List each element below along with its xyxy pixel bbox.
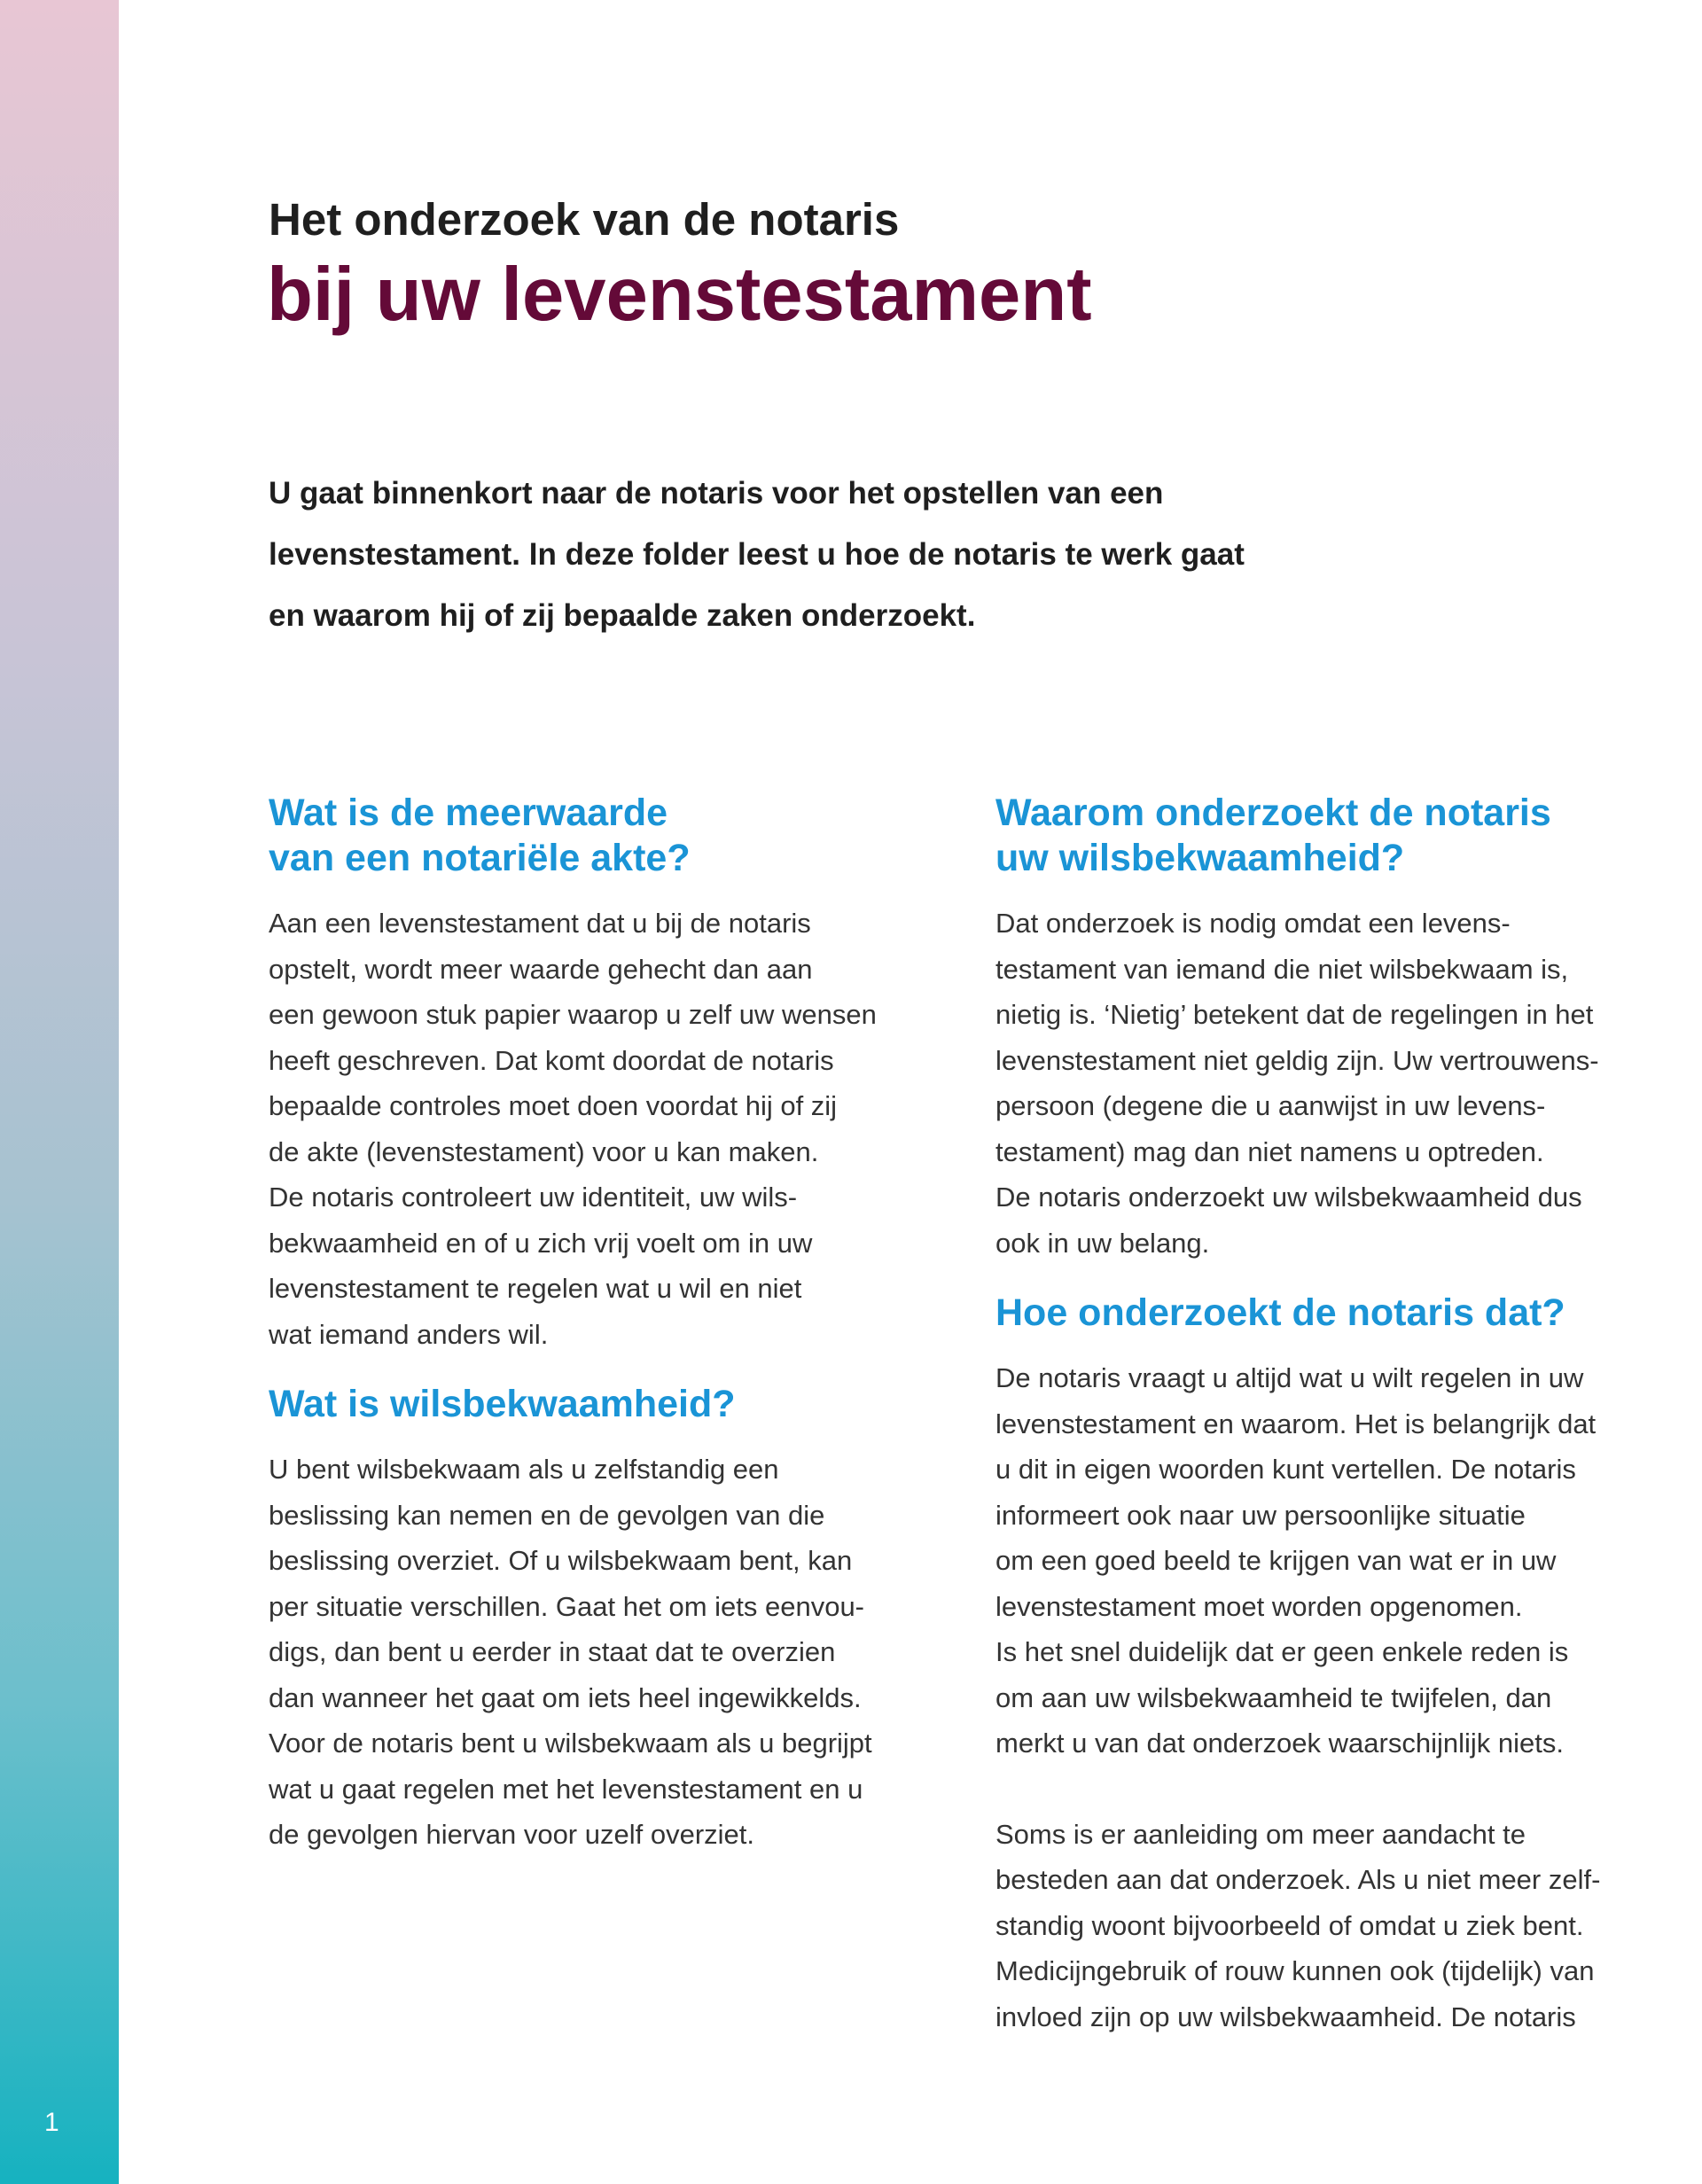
body-line: per situatie verschillen. Gaat het om iets eenvou- [269,1590,865,1622]
section-heading-hoe [995,1291,1687,1336]
body-line: levenstestament moet worden opgenomen. [995,1590,1523,1622]
heading-line: Waarom onderzoekt de notaris [995,792,1551,834]
body-line: Dat onderzoek is nodig omdat een levens- [995,908,1511,939]
body-line: ook in uw belang. [995,1227,1210,1259]
body-line: De notaris controleert uw identiteit, uw wils- [269,1182,798,1213]
body-line: besteden aan dat onderzoek. Als u niet meer zelf- [995,1864,1601,1895]
decorative-sidebar [0,0,119,2184]
left-column [269,791,960,1858]
section-body-wilsbekwaamheid [269,1447,960,1858]
body-line: digs, dan bent u eerder in staat dat te overzien [269,1636,836,1667]
body-line: de akte (levenstestament) voor u kan maken. [269,1135,819,1167]
body-line: Is het snel duidelijk dat er geen enkele reden is [995,1636,1569,1667]
body-line: wat iemand anders wil. [269,1318,549,1350]
body-line: beslissing overziet. Of u wilsbekwaam bent, kan [269,1545,853,1576]
body-line: Voor de notaris bent u wilsbekwaam als u begrijpt [269,1728,872,1759]
body-line: testament) mag dan niet namens u optreden. [995,1135,1544,1167]
body-line: levenstestament te regelen wat u wil en niet [269,1273,802,1304]
right-column [995,791,1687,2040]
page-title-line2: bij uw levenstestament [267,253,1092,337]
body-line: De notaris vraagt u altijd wat u wilt regelen in uw [995,1362,1584,1393]
body-line: Aan een levenstestament dat u bij de notaris [269,908,811,939]
page-number: 1 [44,2108,59,2137]
body-line: Soms is er aanleiding om meer aandacht te [995,1818,1526,1850]
body-line: om aan uw wilsbekwaamheid te twijfelen, dan [995,1681,1552,1713]
body-line: De notaris onderzoekt uw wilsbekwaamheid dus [995,1182,1582,1213]
page-title-line1: Het onderzoek van de notaris [269,194,900,245]
section-heading-waarom [995,791,1687,881]
section-heading-meerwaarde [269,791,960,881]
body-line: testament van iemand die niet wilsbekwaam is, [995,953,1569,985]
body-line: levenstestament niet geldig zijn. Uw vertrouwens- [995,1044,1599,1076]
body-line: bepaalde controles moet doen voordat hij of zij [269,1090,838,1121]
heading-line: van een notariële akte? [269,837,691,879]
body-line: bekwaamheid en of u zich vrij voelt om in uw [269,1227,813,1259]
body-line: dan wanneer het gaat om iets heel ingewikkelds. [269,1681,862,1713]
body-line: u dit in eigen woorden kunt vertellen. De notaris [995,1454,1576,1485]
body-line: wat u gaat regelen met het levenstestament en u [269,1773,863,1805]
section-body-waarom [995,901,1687,1266]
body-line: opstelt, wordt meer waarde gehecht dan aan [269,953,813,985]
body-line: levenstestament en waarom. Het is belangrijk dat [995,1408,1597,1439]
body-line: om een goed beeld te krijgen van wat er in uw [995,1545,1557,1576]
body-line: U bent wilsbekwaam als u zelfstandig een [269,1454,779,1485]
body-line: invloed zijn op uw wilsbekwaamheid. De notaris [995,2001,1576,2032]
body-line: de gevolgen hiervan voor uzelf overziet. [269,1819,754,1850]
heading-line: uw wilsbekwaamheid? [995,837,1405,879]
section-body-hoe [995,1355,1687,1767]
body-line: heeft geschreven. Dat komt doordat de notaris [269,1044,834,1076]
heading-line: Wat is wilsbekwaamheid? [269,1383,736,1425]
intro-line: en waarom hij of zij bepaalde zaken onderzoekt. [269,598,976,633]
body-line: nietig is. ‘Nietig’ betekent dat de regelingen in het [995,999,1594,1030]
heading-line: Wat is de meerwaarde [269,792,668,834]
intro-paragraph [269,463,1421,646]
intro-line: U gaat binnenkort naar de notaris voor het opstellen van een [269,476,1164,511]
section-heading-wilsbekwaamheid [269,1382,960,1427]
body-line: persoon (degene die u aanwijst in uw levens- [995,1090,1546,1121]
body-line: merkt u van dat onderzoek waarschijnlijk niets. [995,1728,1564,1759]
section-body-meerwaarde [269,901,960,1357]
intro-line: levenstestament. In deze folder leest u hoe de notaris te werk gaat [269,537,1245,572]
section-body-hoe-continued [995,1812,1687,2040]
body-line: beslissing kan nemen en de gevolgen van die [269,1499,825,1531]
body-line: een gewoon stuk papier waarop u zelf uw wensen [269,999,877,1030]
body-line: informeert ook naar uw persoonlijke situatie [995,1499,1526,1531]
body-line: Medicijngebruik of rouw kunnen ook (tijdelijk) van [995,1955,1595,1986]
heading-line: Hoe onderzoekt de notaris dat? [995,1291,1565,1334]
body-line: standig woont bijvoorbeeld of omdat u ziek bent. [995,1909,1584,1941]
